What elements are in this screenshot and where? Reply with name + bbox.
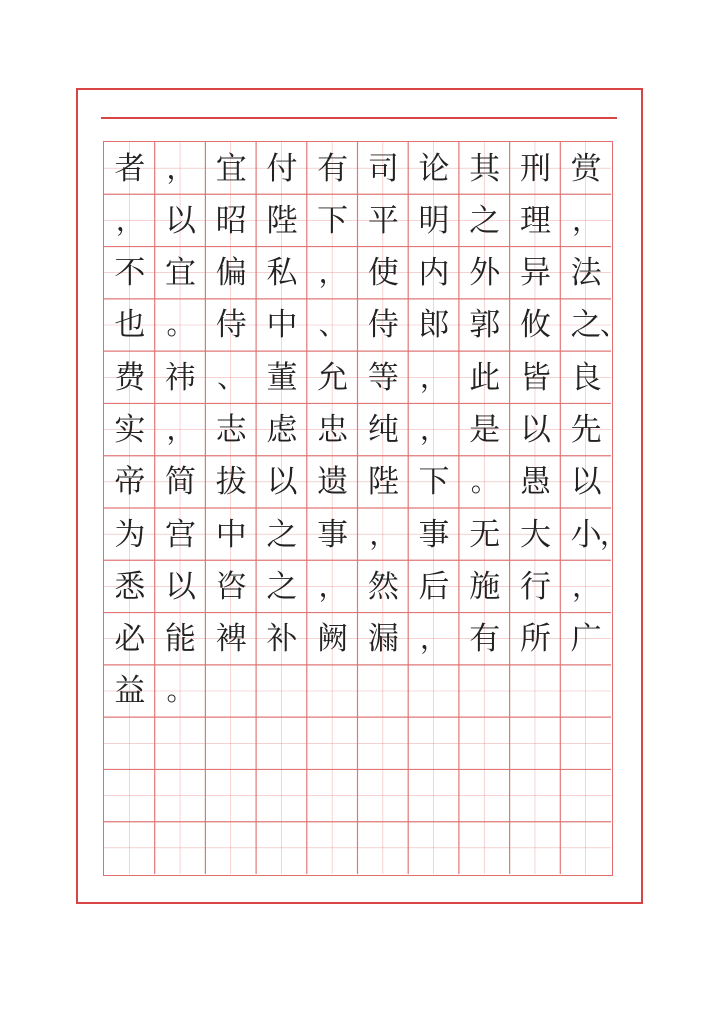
text-char: 之 — [570, 307, 602, 344]
text-char: 能 — [165, 621, 197, 658]
text-char: 中 — [215, 516, 247, 553]
text-char: 法 — [570, 255, 602, 292]
text-char: 阙 — [317, 621, 349, 658]
text-char: 宜 — [215, 150, 247, 187]
punctuation-char: ， — [420, 412, 449, 446]
text-char: 者 — [114, 150, 146, 187]
punctuation-char: ， — [572, 569, 601, 603]
text-char: 内 — [418, 255, 450, 292]
punctuation-char: 、 — [217, 360, 246, 394]
text-char: 咨 — [215, 568, 247, 605]
punctuation-char: 。 — [166, 308, 195, 342]
punctuation-char: 、 — [600, 308, 629, 342]
text-char: 下 — [418, 464, 450, 501]
text-char: 郭 — [469, 307, 501, 344]
text-char: 广 — [570, 621, 602, 658]
text-char: 遗 — [317, 464, 349, 501]
text-char: 以 — [165, 202, 197, 239]
text-char: 施 — [469, 568, 501, 605]
text-char: 不 — [114, 255, 146, 292]
text-char: 等 — [367, 359, 399, 396]
text-char: 所 — [519, 621, 551, 658]
text-char: 也 — [114, 307, 146, 344]
text-char: 论 — [418, 150, 450, 187]
text-char: 良 — [570, 359, 602, 396]
text-char: 偏 — [215, 255, 247, 292]
punctuation-char: 。 — [470, 465, 499, 499]
text-char: 中 — [266, 307, 298, 344]
text-char: 司 — [367, 150, 399, 187]
text-char: 无 — [469, 516, 501, 553]
text-char: 必 — [114, 621, 146, 658]
text-char: 然 — [367, 568, 399, 605]
text-char: 下 — [317, 202, 349, 239]
text-char: 拔 — [215, 464, 247, 501]
punctuation-char: ， — [166, 151, 195, 185]
punctuation-char: ， — [115, 203, 144, 237]
text-char: 陛 — [367, 464, 399, 501]
text-char: 益 — [114, 673, 146, 710]
text-char: 事 — [317, 516, 349, 553]
punctuation-char: 。 — [166, 674, 195, 708]
text-char: 陛 — [266, 202, 298, 239]
text-char: 先 — [570, 411, 602, 448]
text-char: 忠 — [317, 411, 349, 448]
punctuation-char: ， — [369, 517, 398, 551]
text-char: 异 — [519, 255, 551, 292]
text-char: 允 — [317, 359, 349, 396]
punctuation-char: ， — [318, 569, 347, 603]
text-char: 董 — [266, 359, 298, 396]
text-char: 帝 — [114, 464, 146, 501]
text-char: 郎 — [418, 307, 450, 344]
text-char: 其 — [469, 150, 501, 187]
text-char: 宫 — [165, 516, 197, 553]
text-char: 以 — [165, 568, 197, 605]
text-char: 使 — [367, 255, 399, 292]
text-char: 有 — [469, 621, 501, 658]
text-char: 理 — [519, 202, 551, 239]
text-char: 昭 — [215, 202, 247, 239]
text-char: 外 — [469, 255, 501, 292]
text-char: 之 — [469, 202, 501, 239]
text-char: 愚 — [519, 464, 551, 501]
text-char: 补 — [266, 621, 298, 658]
text-char: 明 — [418, 202, 450, 239]
text-char: 行 — [519, 568, 551, 605]
text-char: 是 — [469, 411, 501, 448]
text-char: 平 — [367, 202, 399, 239]
punctuation-char: ， — [166, 412, 195, 446]
text-char: 纯 — [367, 411, 399, 448]
text-char: 志 — [215, 411, 247, 448]
text-char: 后 — [418, 568, 450, 605]
text-char: 祎 — [165, 359, 197, 396]
text-char: 赏 — [570, 150, 602, 187]
punctuation-char: ， — [572, 203, 601, 237]
punctuation-char: ， — [420, 360, 449, 394]
text-char: 以 — [519, 411, 551, 448]
text-char: 之 — [266, 516, 298, 553]
text-char: 皆 — [519, 359, 551, 396]
text-char: 宜 — [165, 255, 197, 292]
punctuation-char: ， — [318, 256, 347, 290]
text-char: 为 — [114, 516, 146, 553]
punctuation-char: ， — [420, 622, 449, 656]
text-char: 裨 — [215, 621, 247, 658]
text-char: 以 — [266, 464, 298, 501]
text-char: 以 — [570, 464, 602, 501]
text-char: 此 — [469, 359, 501, 396]
text-char: 悉 — [114, 568, 146, 605]
text-char: 费 — [114, 359, 146, 396]
punctuation-char: 、 — [318, 308, 347, 342]
text-char: 大 — [519, 516, 551, 553]
text-char: 小 — [570, 516, 602, 553]
text-char: 漏 — [367, 621, 399, 658]
text-char: 事 — [418, 516, 450, 553]
text-char: 刑 — [519, 150, 551, 187]
text-char: 侍 — [367, 307, 399, 344]
text-char: 私 — [266, 255, 298, 292]
text-char: 之 — [266, 568, 298, 605]
text-char: 付 — [266, 150, 298, 187]
punctuation-char: ， — [600, 517, 629, 551]
header-rule — [101, 117, 617, 119]
text-char: 简 — [165, 464, 197, 501]
text-char: 攸 — [519, 307, 551, 344]
text-char: 虑 — [266, 411, 298, 448]
text-char: 侍 — [215, 307, 247, 344]
text-char: 有 — [317, 150, 349, 187]
text-char: 实 — [114, 411, 146, 448]
